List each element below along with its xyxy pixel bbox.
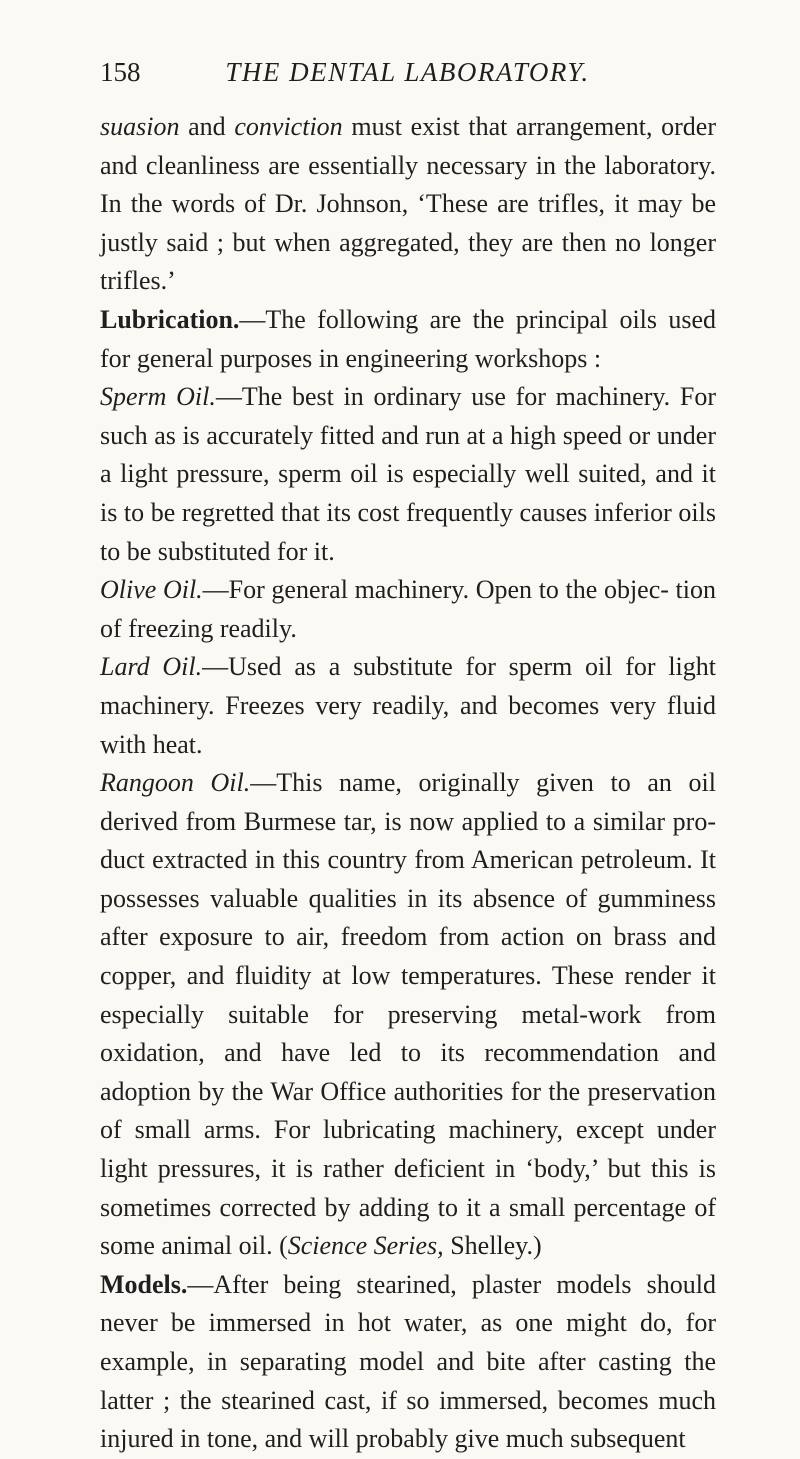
paragraph-text: —This name, originally given to an oil derived from Burmese tar, is now applied to a similar pro- duct extracted in this country from American petroleum. It possesses valuable qualities in its absence of gumminess after exposure to air, freedom from action on brass and copper, and fluidity at low temperatures. These render it especially suitable for preserving metal-work from oxidation, and have led to its recommendation and adoption by the War Office authorities for the preservation of small arms. For lubricating machinery, except under light pressures, it is rather deficient in ‘body,’ but this is sometimes corrected by adding to it a small percentage of some animal oil. ( xyxy=(100,768,716,1261)
section-heading-models: Models. xyxy=(100,1269,188,1299)
paragraph-sperm-oil xyxy=(100,378,716,571)
subheading-olive-oil: Olive Oil. xyxy=(100,575,203,605)
paragraph-text: Shelley.) xyxy=(443,1231,542,1261)
section-heading-lubrication: Lubrication. xyxy=(100,304,240,334)
paragraph-continuation xyxy=(100,108,716,301)
paragraph-olive-oil xyxy=(100,571,716,648)
paragraph-text: —Used as a substitute for sperm oil for light machinery. Freezes very readily, and becomes very fluid with heat. xyxy=(100,652,716,759)
paragraph-lubrication xyxy=(100,301,716,378)
page-number: 158 xyxy=(100,57,141,87)
italic-word-conviction: conviction xyxy=(234,112,343,141)
page-header xyxy=(100,52,715,92)
paragraph-text: —The following are the principal oils used for general purposes in engineering workshops : xyxy=(100,304,716,373)
body-text xyxy=(100,108,716,1459)
subheading-sperm-oil: Sperm Oil. xyxy=(100,382,216,412)
paragraph-rangoon-oil xyxy=(100,764,716,1266)
text-run: must exist that arrangement, order and cleanliness are essentially necessary in the laboratory. In the words of Dr. Johnson, ‘These are trifles, it may be justly said ; but when aggregated, they are then no longer trifles.’ xyxy=(100,112,716,296)
source-citation: Science Series, xyxy=(287,1231,444,1261)
paragraph-models xyxy=(100,1266,716,1459)
subheading-lard-oil: Lard Oil. xyxy=(100,652,203,682)
italic-word-suasion: suasion xyxy=(100,112,180,141)
paragraph-text: —For general machinery. Open to the objec- tion of freezing readily. xyxy=(100,575,716,643)
running-title: THE DENTAL LABORATORY. xyxy=(225,57,590,87)
paragraph-text: —After being stearined, plaster models should never be immersed in hot water, as one might do, for example, in separating model and bite after casting the latter ; the stearined cast, if so immersed, becomes much injured in tone, and will probably give much subsequent xyxy=(100,1269,716,1454)
paragraph-text: —The best in ordinary use for machinery. For such as is accurately fitted and run at a high speed or under a light pressure, sperm oil is especially well suited, and it is to be regretted that its cost frequently causes inferior oils to be substituted for it. xyxy=(100,382,716,566)
text-run: and xyxy=(179,112,235,141)
paragraph-lard-oil xyxy=(100,648,716,764)
subheading-rangoon-oil: Rangoon Oil. xyxy=(100,768,251,798)
